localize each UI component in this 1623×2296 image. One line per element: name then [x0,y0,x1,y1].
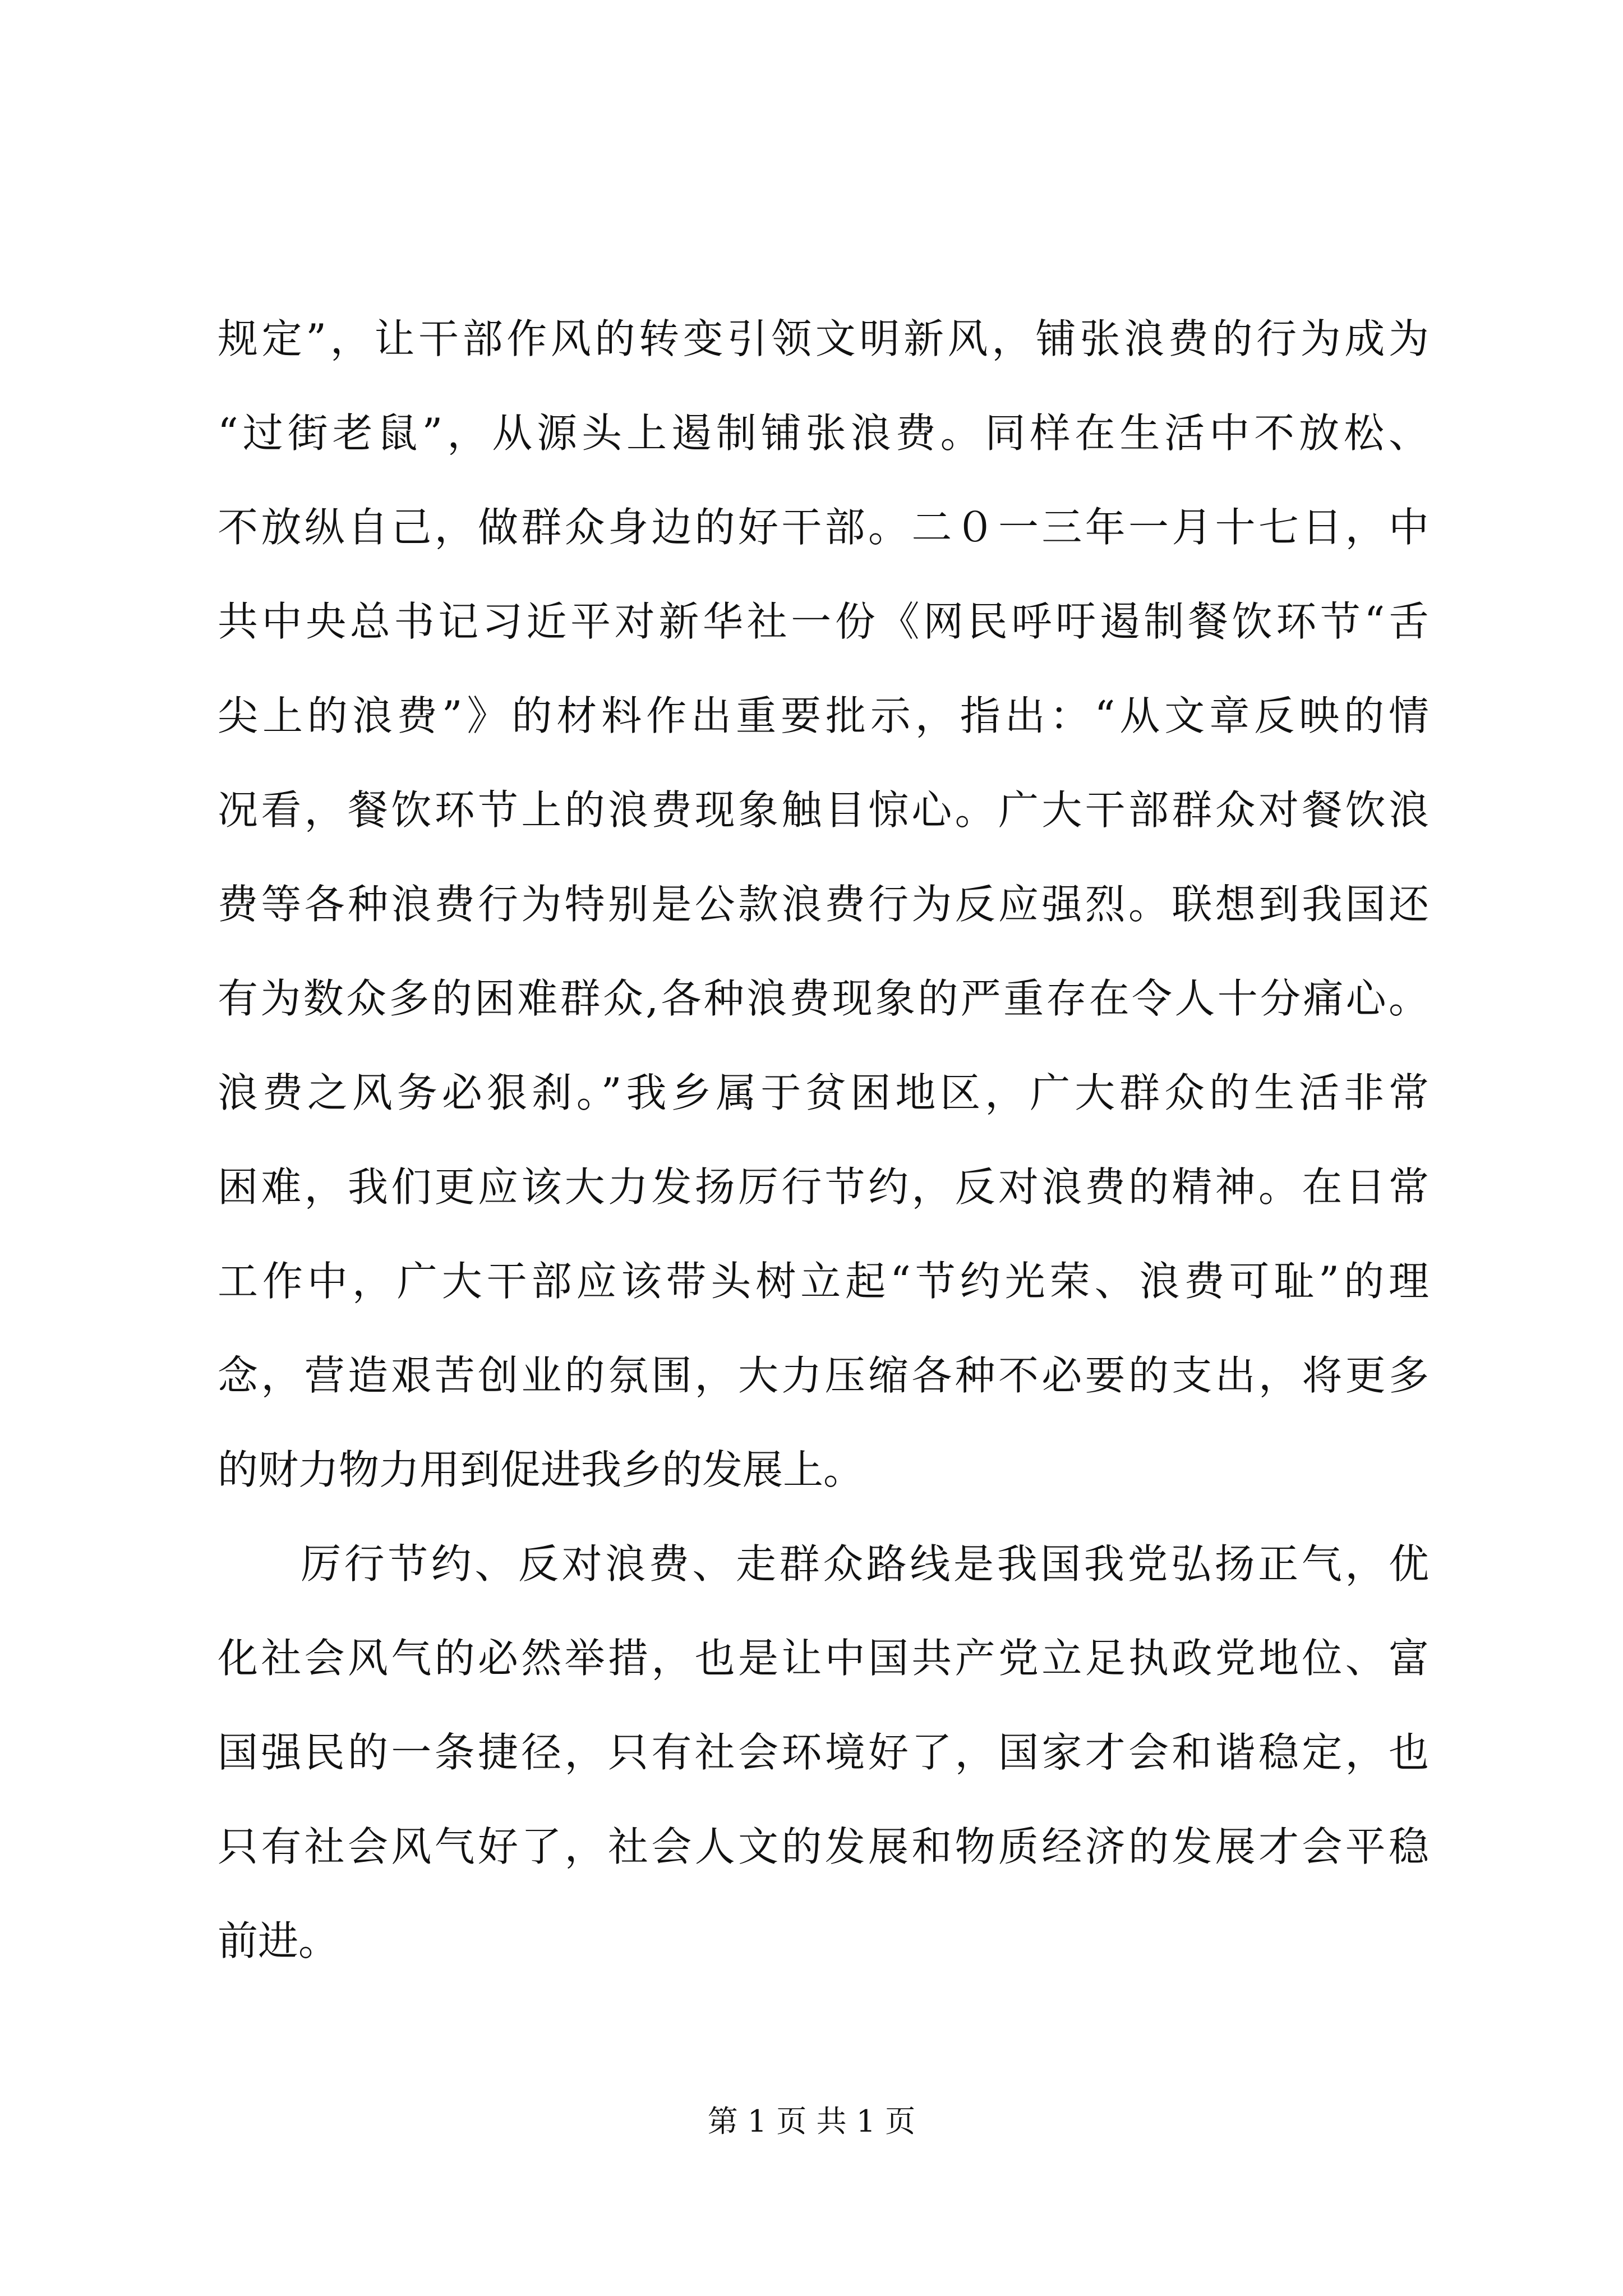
text-line: 有为数众多的困难群众,各种浪费现象的严重存在令人十分痛心。 [218,975,1429,1022]
text-line: 化社会风气的必然举措，也是让中国共产党立足执政党地位、富 [218,1635,1429,1682]
text-line: 尖上的浪费”》的材料作出重要批示，指出：“从文章反映的情 [218,692,1429,739]
text-line: 规定”，让干部作风的转变引领文明新风，铺张浪费的行为成为 [218,315,1429,362]
text-line: 念，营造艰苦创业的氛围，大力压缩各种不必要的支出，将更多 [218,1352,1429,1399]
paragraph-2 [218,1517,1429,1988]
text-line: 不放纵自己，做群众身边的好干部。二０一三年一月十七日，中 [218,504,1429,551]
text-line: 的财力物力用到促进我乡的发展上。 [218,1446,864,1493]
page-footer [0,2099,1623,2144]
text-line: 浪费之风务必狠刹。”我乡属于贫困地区，广大群众的生活非常 [218,1069,1429,1116]
text-line: 共中央总书记习近平对新华社一份《网民呼吁遏制餐饮环节“舌 [218,598,1429,645]
text-line: “过街老鼠”，从源头上遏制铺张浪费。同样在生活中不放松、 [218,409,1429,457]
document-body [218,292,1429,1988]
text-line: 国强民的一条捷径，只有社会环境好了，国家才会和谐稳定，也 [218,1729,1429,1776]
text-line: 困难，我们更应该大力发扬厉行节约，反对浪费的精神。在日常 [218,1163,1429,1211]
text-line: 况看，餐饮环节上的浪费现象触目惊心。广大干部群众对餐饮浪 [218,786,1429,834]
text-line: 只有社会风气好了，社会人文的发展和物质经济的发展才会平稳 [218,1823,1429,1870]
text-line: 工作中，广大干部应该带头树立起“节约光荣、浪费可耻”的理 [218,1258,1429,1305]
text-line: 费等各种浪费行为特别是公款浪费行为反应强烈。联想到我国还 [218,881,1429,928]
page-number-label: 第 1 页 共 1 页 [707,2104,916,2139]
text-line: 前进。 [218,1917,339,1964]
paragraph-1 [218,292,1429,1517]
text-line: 厉行节约、反对浪费、走群众路线是我国我党弘扬正气，优 [301,1540,1429,1588]
